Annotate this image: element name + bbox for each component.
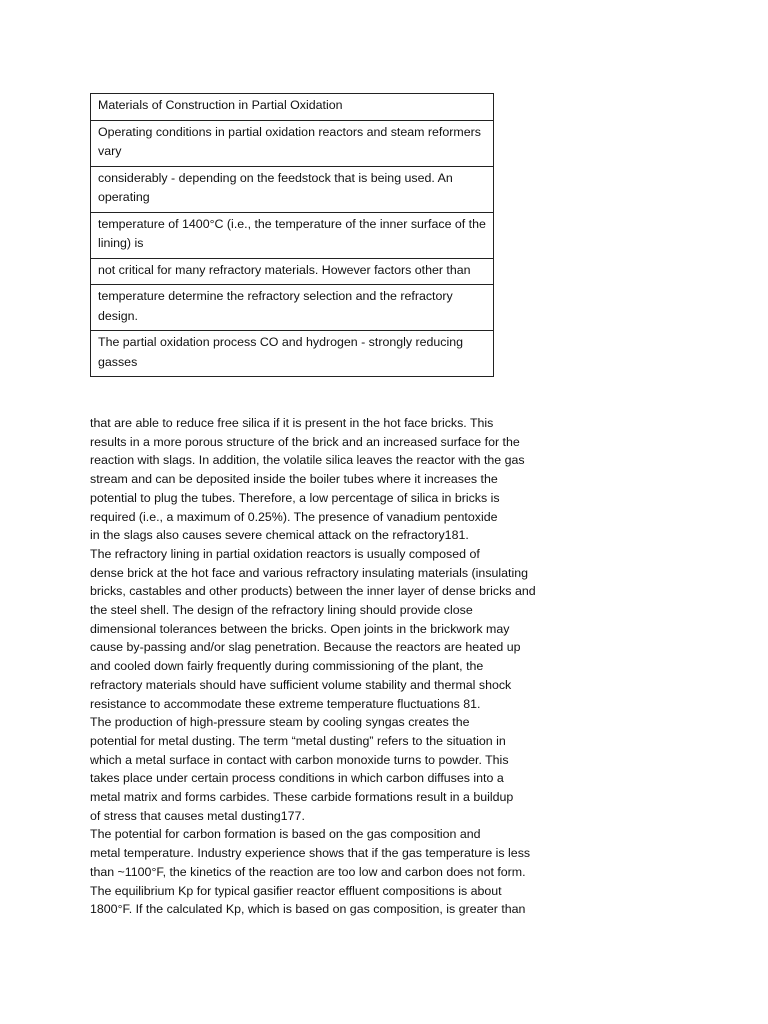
materials-table	[90, 93, 494, 377]
table-row: Operating conditions in partial oxidation reactors and steam reformers vary	[91, 121, 493, 167]
text-line: results in a more porous structure of the brick and an increased surface for the	[90, 434, 520, 449]
text-line: refractory materials should have sufficient volume stability and thermal shock	[90, 677, 512, 692]
table-row: considerably - depending on the feedstock that is being used. An operating	[91, 167, 493, 213]
table-row-title: Materials of Construction in Partial Oxidation	[91, 94, 493, 121]
text-line: The refractory lining in partial oxidation reactors is usually composed of	[90, 546, 480, 561]
text-line: potential for metal dusting. The term “metal dusting” refers to the situation in	[90, 733, 506, 748]
text-line: in the slags also causes severe chemical attack on the refractory181.	[90, 528, 469, 543]
text-line: cause by-passing and/or slag penetration. Because the reactors are heated up	[90, 640, 521, 655]
text-line: than ~1100°F, the kinetics of the reaction are too low and carbon does not form.	[90, 864, 526, 879]
text-line: metal temperature. Industry experience shows that if the gas temperature is less	[90, 846, 531, 861]
text-line: 1800°F. If the calculated Kp, which is based on gas composition, is greater than	[90, 902, 526, 917]
text-line: metal matrix and forms carbides. These carbide formations result in a buildup	[90, 790, 514, 805]
text-line: and cooled down fairly frequently during commissioning of the plant, the	[90, 659, 484, 674]
body-text	[90, 414, 558, 919]
table-row: temperature determine the refractory selection and the refractory design.	[91, 285, 493, 331]
text-line: stream and can be deposited inside the boiler tubes where it increases the	[90, 472, 498, 487]
text-line: which a metal surface in contact with carbon monoxide turns to powder. This	[90, 752, 509, 767]
text-line: The production of high-pressure steam by cooling syngas creates the	[90, 715, 470, 730]
text-line: takes place under certain process conditions in which carbon diffuses into a	[90, 771, 504, 786]
text-line: bricks, castables and other products) between the inner layer of dense bricks and	[90, 584, 536, 599]
text-line: dense brick at the hot face and various refractory insulating materials (insulating	[90, 565, 529, 580]
text-line: required (i.e., a maximum of 0.25%). The presence of vanadium pentoxide	[90, 509, 498, 524]
table-row: The partial oxidation process CO and hydrogen - strongly reducing gasses	[98, 335, 464, 369]
table-row: temperature of 1400°C (i.e., the temperature of the inner surface of the lining) is	[91, 213, 493, 259]
text-line: that are able to reduce free silica if it is present in the hot face bricks. This	[90, 416, 494, 430]
text-line: The potential for carbon formation is based on the gas composition and	[90, 827, 481, 842]
text-line: reaction with slags. In addition, the volatile silica leaves the reactor with the gas	[90, 453, 525, 468]
text-line: of stress that causes metal dusting177.	[90, 808, 305, 823]
text-line: resistance to accommodate these extreme temperature fluctuations 81.	[90, 696, 481, 711]
table-row: not critical for many refractory materials. However factors other than	[91, 259, 493, 286]
text-line: The equilibrium Kp for typical gasifier reactor effluent compositions is about	[90, 883, 502, 898]
text-line: the steel shell. The design of the refractory lining should provide close	[90, 603, 473, 618]
text-line: dimensional tolerances between the bricks. Open joints in the brickwork may	[90, 621, 510, 636]
text-line: potential to plug the tubes. Therefore, a low percentage of silica in bricks is	[90, 490, 500, 505]
